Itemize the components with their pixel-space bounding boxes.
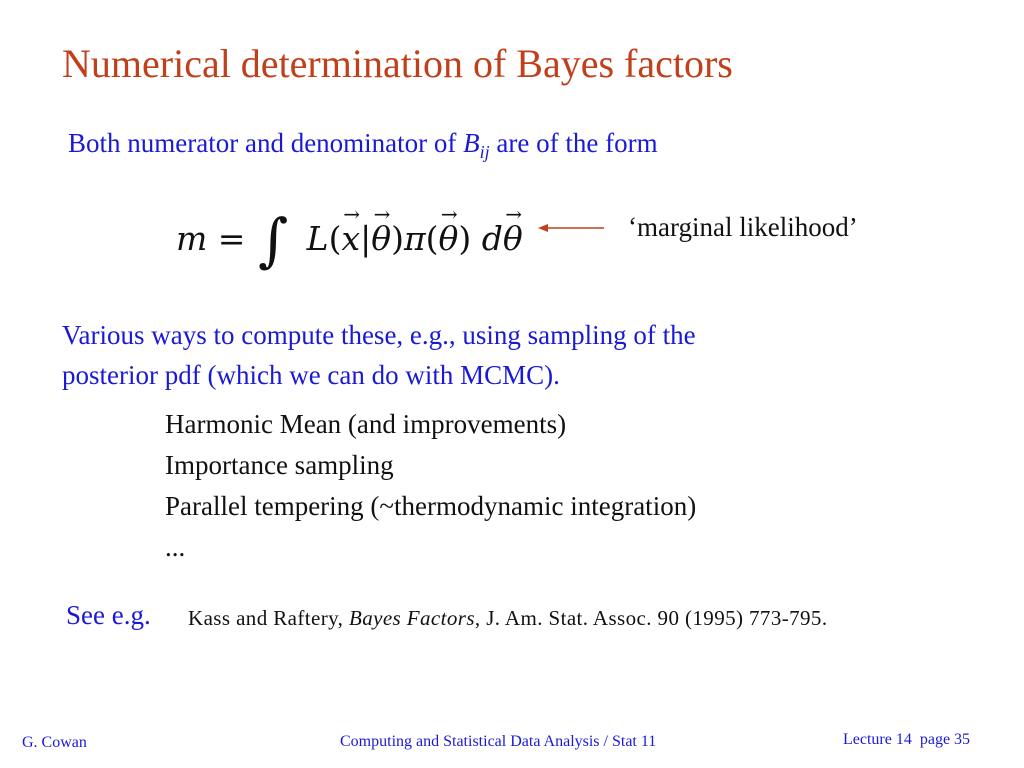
bayes-factor-symbol: B [463, 128, 480, 158]
methods-list [165, 404, 696, 568]
paragraph-line: Various ways to compute these, e.g., using sampling of the [62, 320, 696, 350]
reference-authors: Kass and Raftery, [188, 606, 349, 630]
footer-author: G. Cowan [22, 734, 87, 751]
reference-journal: , J. Am. Stat. Assoc. 90 (1995) 773-795. [474, 606, 828, 630]
paragraph-line: posterior pdf (which we can do with MCMC). [62, 360, 560, 390]
method-item: Importance sampling [165, 450, 394, 480]
method-item: Parallel tempering (~thermodynamic integration) [165, 491, 697, 521]
intro-prefix: Both numerator and denominator of [68, 128, 464, 158]
intro-suffix: are of the form [489, 128, 658, 158]
see-eg-label: See e.g. [66, 600, 151, 630]
bayes-factor-subscript: ij [479, 142, 490, 162]
reference-citation [188, 606, 827, 631]
formula-equals: = [207, 219, 256, 258]
formula-vec-theta: → θ [371, 219, 391, 258]
formula-paren: ( [328, 219, 342, 258]
slide-title: Numerical determination of Bayes factors [62, 41, 733, 86]
marginal-likelihood-label: ‘marginal likelihood’ [628, 212, 858, 242]
formula-pi: π [403, 219, 426, 258]
formula-m: m [176, 219, 208, 258]
formula-paren: ) [458, 219, 472, 258]
formula-bar: | [360, 219, 372, 258]
formula-paren: ) [391, 219, 404, 258]
left-arrow-icon [538, 221, 604, 235]
formula-vec-x: → x [341, 219, 360, 258]
marginal-likelihood-formula [176, 196, 523, 274]
formula-vec-theta: → θ [439, 219, 459, 258]
methods-paragraph [62, 315, 696, 395]
footer-page: Lecture 14 page 35 [843, 731, 971, 748]
integral-sign: ∫ [257, 206, 289, 274]
reference-title: Bayes Factors [348, 606, 475, 630]
method-item: Harmonic Mean (and improvements) [165, 409, 567, 439]
formula-paren: ( [425, 219, 439, 258]
formula-vec-theta: → θ [503, 219, 523, 258]
footer-course: Computing and Statistical Data Analysis / Stat 11 [340, 733, 657, 750]
formula-L: L [296, 219, 329, 258]
method-item: ... [165, 532, 186, 562]
formula-d: d [471, 219, 503, 258]
intro-text [68, 128, 658, 163]
